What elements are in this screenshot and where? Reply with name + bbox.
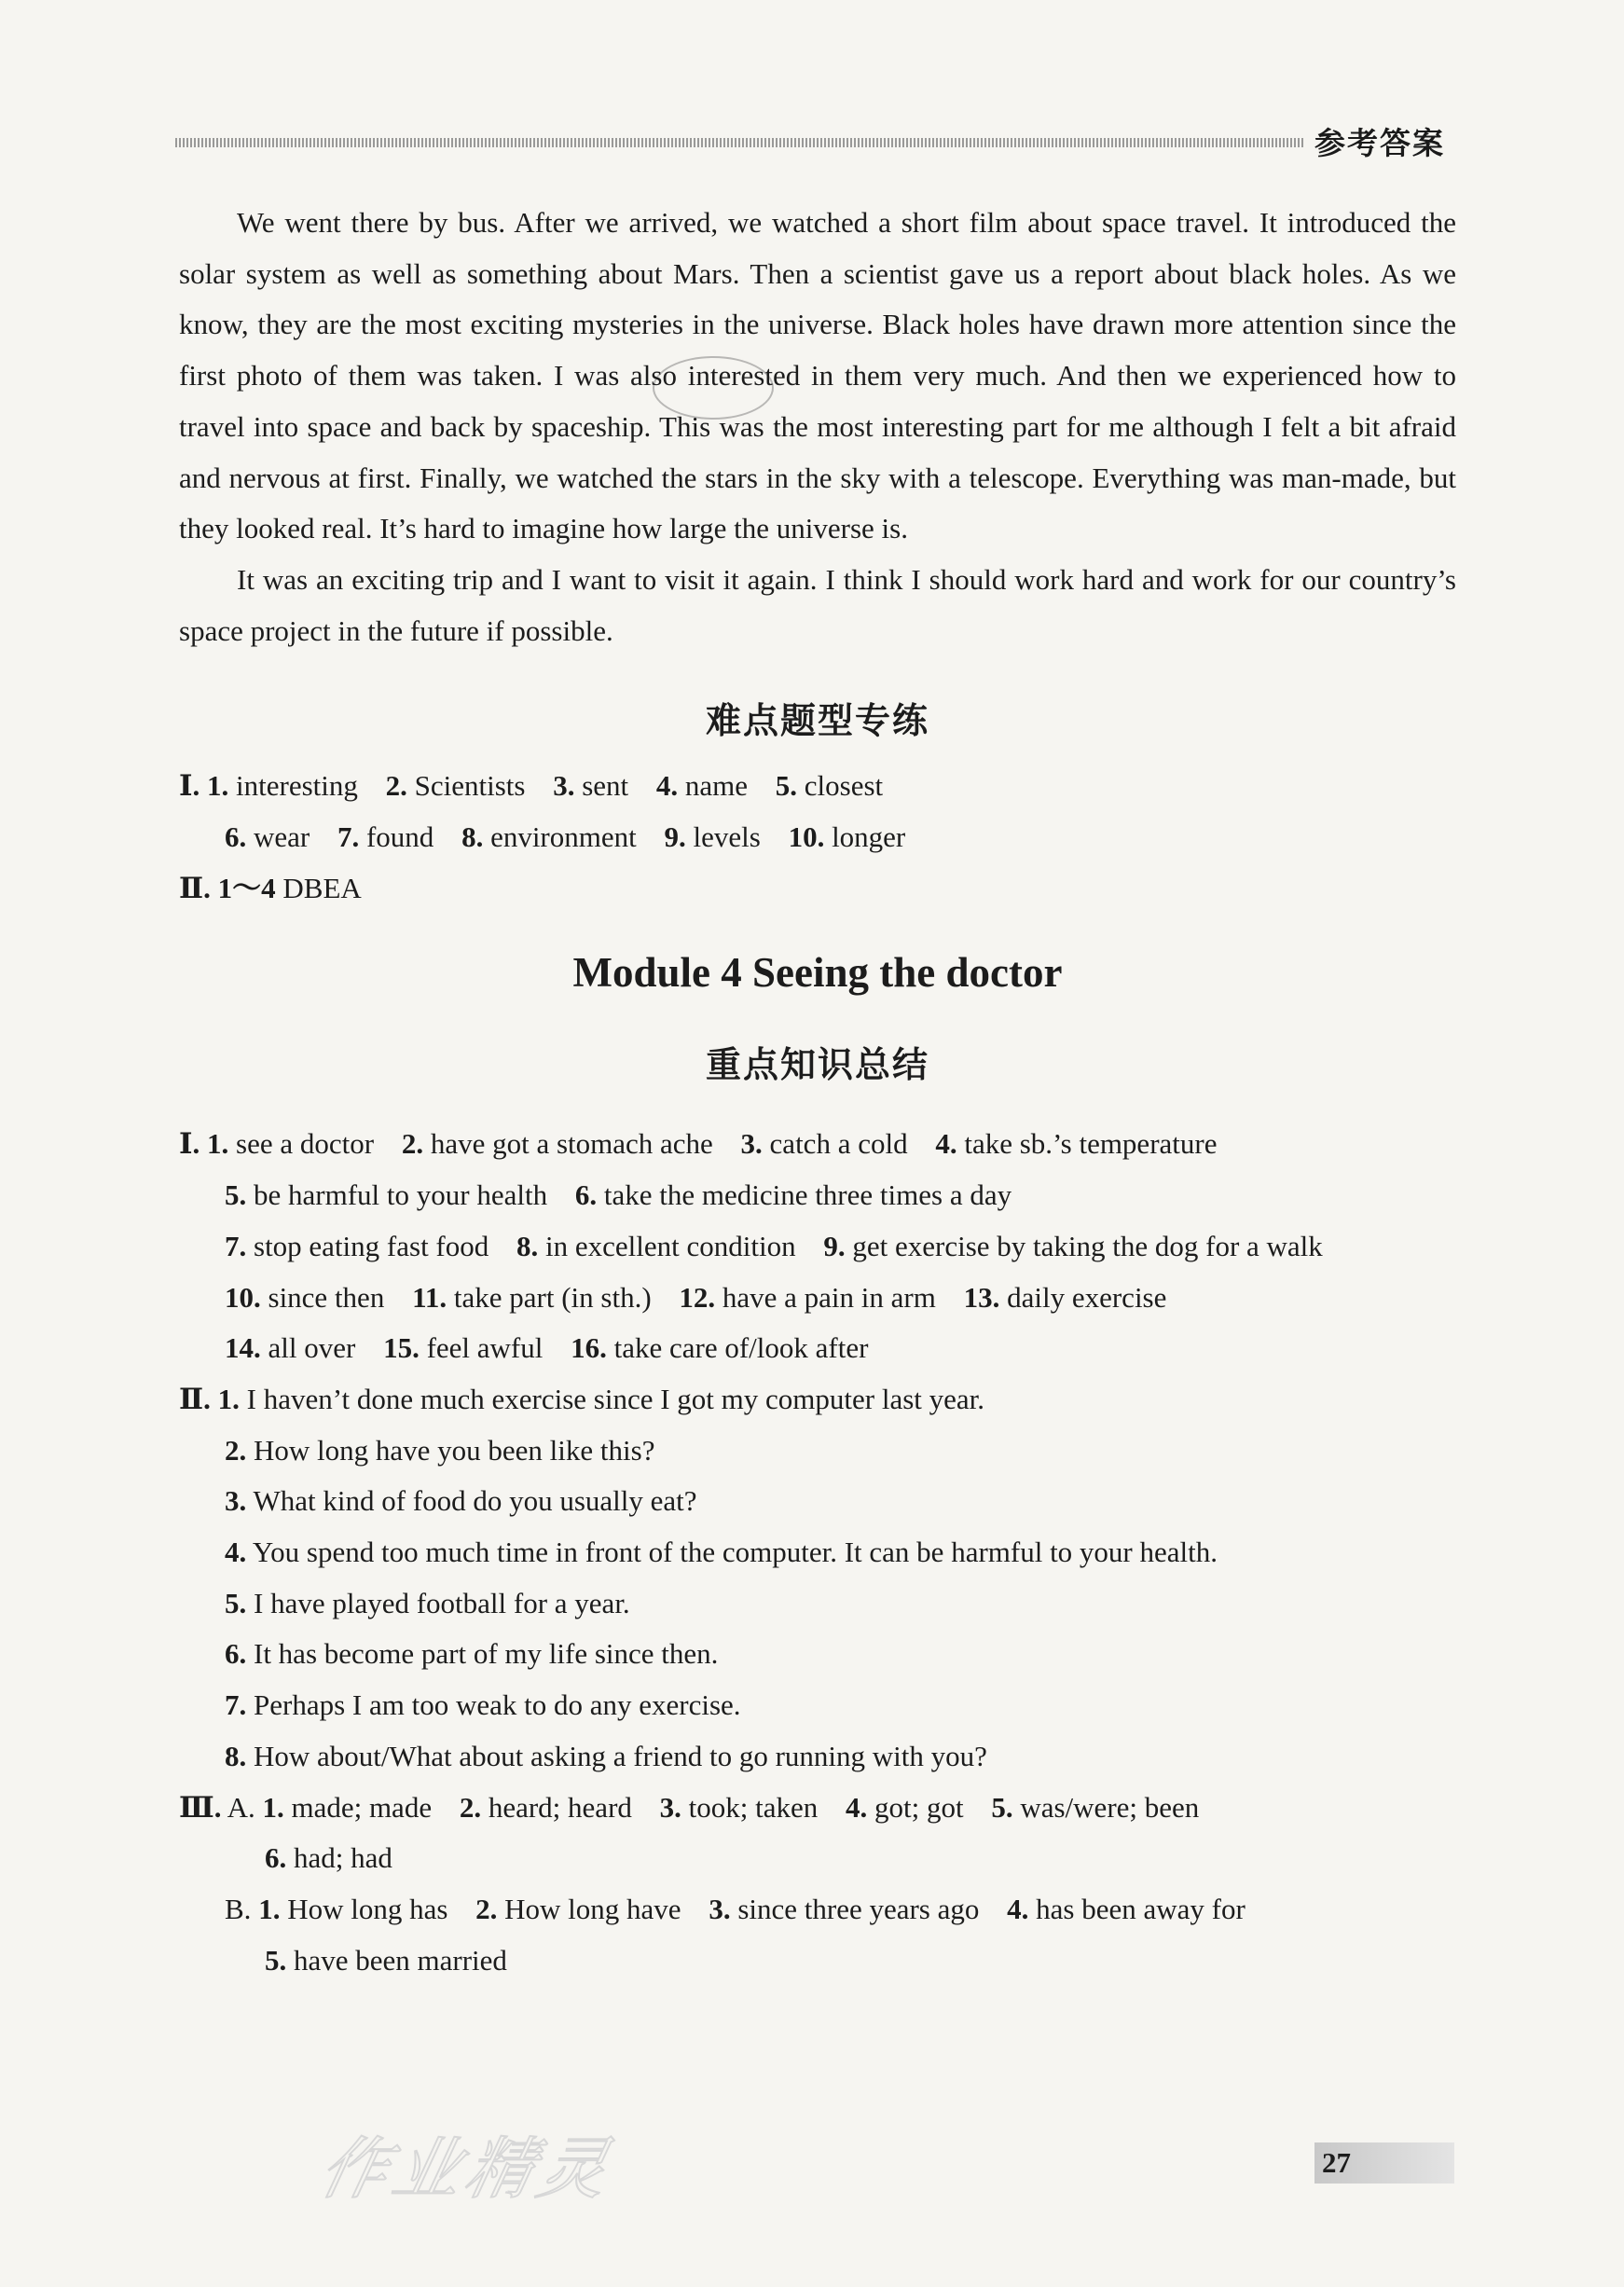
answer-item: 5. closest: [775, 769, 884, 803]
answer-item: 11. take part (in sth.): [412, 1280, 652, 1314]
answer-line: [179, 1119, 1456, 1170]
answer-item: 4. got; got: [846, 1790, 964, 1824]
answer-item: 4. name: [655, 769, 749, 803]
answer-item: 1. How long has: [258, 1892, 448, 1925]
answer-item: 3. since three years ago: [709, 1892, 980, 1925]
answer-line: [179, 1680, 1456, 1731]
answer-text: DBEA: [282, 871, 362, 904]
answer-line: [179, 1527, 1456, 1578]
answer-item: 2. Scientists: [385, 769, 526, 803]
answer-item: 12. have a pain in arm: [679, 1280, 936, 1314]
answer-item: 9. get exercise by taking the dog for a walk: [823, 1229, 1323, 1262]
answer-item: 5. was/were; been: [991, 1790, 1200, 1824]
answer-item: 10. longer: [788, 820, 906, 854]
answer-item: 1. interesting: [207, 769, 358, 803]
answer-line: [179, 1936, 1456, 1987]
answer-item: 9. levels: [664, 820, 761, 854]
passage-paragraph-2: It was an exciting trip and I want to visit it again. I think I should work hard and work for our country’s space project in the future if possible.: [179, 562, 1456, 647]
answer-item: 8. in excellent condition: [516, 1229, 796, 1262]
sub-label: A.: [227, 1790, 255, 1824]
answer-item: 7. found: [337, 820, 434, 854]
roman-numeral: Ⅱ.: [179, 1382, 211, 1415]
answer-range: 1～4: [217, 871, 276, 904]
answer-line: [179, 1323, 1456, 1374]
roman-numeral: Ⅰ.: [179, 769, 200, 803]
answer-item: 14. all over: [225, 1331, 356, 1365]
header-title: 参考答案: [1314, 125, 1445, 161]
answer-line: [179, 1374, 1456, 1426]
answer-item: 2. How long have: [475, 1892, 681, 1925]
page-content: [179, 198, 1456, 1986]
answer-item: 2. How long have you been like this?: [225, 1433, 655, 1467]
page-number: 27: [1322, 2146, 1351, 2179]
sub-label: B.: [225, 1892, 252, 1925]
answer-item: 4. You spend too much time in front of the computer. It can be harmful to your health.: [225, 1536, 1218, 1569]
answer-line: [179, 1426, 1456, 1477]
answer-item: 3. sent: [553, 769, 629, 803]
watermark: 作业精灵: [312, 2129, 621, 2208]
header-rule: [175, 138, 1303, 147]
answer-item: 1. see a doctor: [207, 1127, 375, 1161]
answer-item: 1. made; made: [262, 1790, 433, 1824]
section-title-difficult-practice: 难点题型专练: [705, 700, 929, 742]
answer-line: [179, 761, 1456, 812]
answer-line: [179, 1170, 1456, 1221]
answer-item: 4. has been away for: [1007, 1892, 1246, 1925]
answer-item: 5. I have played football for a year.: [225, 1586, 630, 1619]
answer-item: 8. How about/What about asking a friend to go running with you?: [225, 1739, 987, 1772]
answer-item: 7. stop eating fast food: [225, 1229, 489, 1262]
roman-numeral: Ⅱ.: [179, 871, 211, 904]
answer-item: 15. feel awful: [383, 1331, 544, 1365]
answer-item: 16. take care of/look after: [571, 1331, 869, 1365]
answer-item: 5. be harmful to your health: [225, 1178, 548, 1212]
passage-paragraph-1: We went there by bus. After we arrived, we watched a short film about space travel. It introduced the solar system as well as something about Mars. Then a scientist gave us a report about black holes. As we know, they are the most exciting mysteries in the universe. Black holes have drawn more attention since the first photo of them was taken. I was also interested in them very much. And then we experienced how to travel into space and back by spaceship. This was the most interesting part for me although I felt a bit afraid and nervous at first. Finally, we watched the stars in the sky with a telescope. Everything was man-made, but they looked real. It’s hard to imagine how large the universe is.: [179, 206, 1456, 545]
answer-line: [179, 1273, 1456, 1324]
answer-item: 5. have been married: [265, 1943, 507, 1977]
answer-item: 10. since then: [225, 1280, 385, 1314]
answer-line: [179, 1221, 1456, 1273]
answer-item: 6. had; had: [265, 1841, 392, 1875]
answer-item: 2. have got a stomach ache: [401, 1127, 713, 1161]
answer-line: [179, 1578, 1456, 1630]
section-title-key-knowledge: 重点知识总结: [705, 1044, 929, 1086]
answer-line: [179, 1833, 1456, 1884]
answer-item: 7. Perhaps I am too weak to do any exercise.: [225, 1688, 741, 1722]
answer-item: 3. catch a cold: [740, 1127, 908, 1161]
answer-item: 6. take the medicine three times a day: [574, 1178, 1012, 1212]
answer-item: 2. heard; heard: [459, 1790, 632, 1824]
answer-line: [179, 1629, 1456, 1680]
answer-line: [179, 1884, 1456, 1936]
answer-line: [179, 863, 1456, 915]
answer-item: 3. took; taken: [659, 1790, 819, 1824]
answer-line: [179, 1783, 1456, 1834]
answer-item: 4. take sb.’s temperature: [935, 1127, 1218, 1161]
roman-numeral: Ⅰ.: [179, 1127, 200, 1161]
answer-item: 3. What kind of food do you usually eat?: [225, 1484, 697, 1518]
answer-line: [179, 812, 1456, 863]
roman-numeral: Ⅲ.: [179, 1790, 222, 1824]
answer-line: [179, 1476, 1456, 1527]
answer-item: 1. I haven’t done much exercise since I got my computer last year.: [217, 1382, 985, 1415]
answer-item: 8. environment: [461, 820, 637, 854]
module-title: Module 4 Seeing the doctor: [572, 949, 1063, 997]
answer-item: 13. daily exercise: [963, 1280, 1167, 1314]
answer-item: 6. wear: [225, 820, 310, 854]
answer-item: 6. It has become part of my life since then.: [225, 1637, 719, 1671]
answer-line: [179, 1731, 1456, 1783]
